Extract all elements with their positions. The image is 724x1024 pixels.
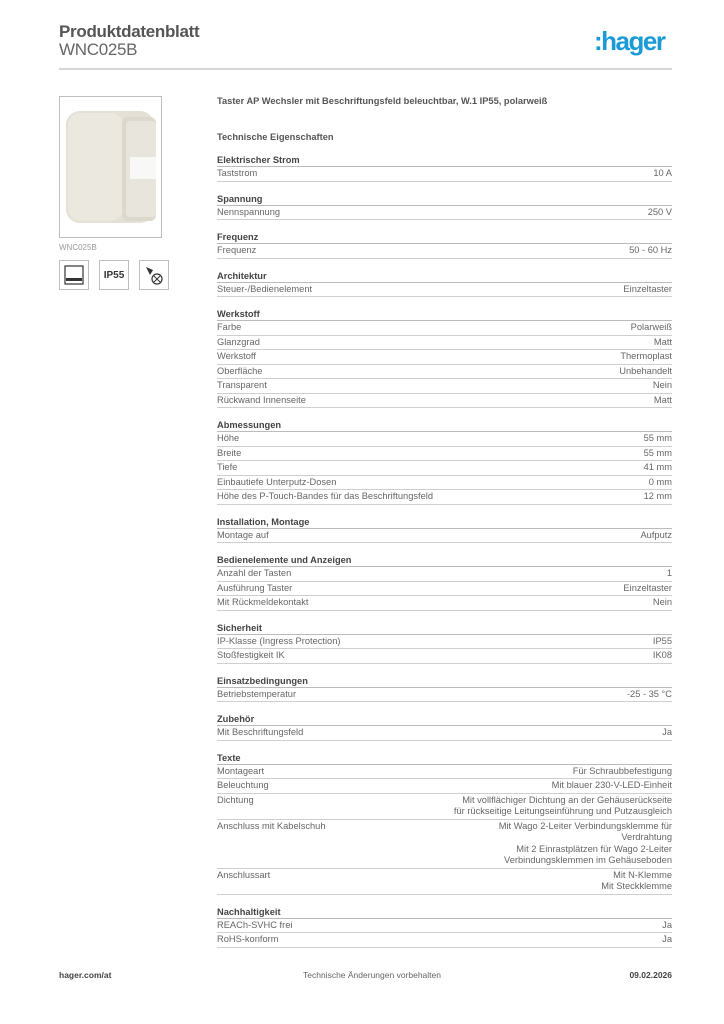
section-title: Frequenz bbox=[217, 231, 672, 244]
spec-value: Für Schraubbefestigung bbox=[572, 765, 672, 776]
spec-row bbox=[217, 490, 672, 505]
spec-label: Ausführung Taster bbox=[217, 582, 293, 593]
spec-row bbox=[217, 794, 672, 820]
section-title: Bedienelemente und Anzeigen bbox=[217, 554, 672, 567]
spec-value: Einzeltaster bbox=[623, 582, 672, 593]
ip55-badge-text: IP55 bbox=[103, 269, 125, 281]
spec-row bbox=[217, 336, 672, 351]
spec-value: Mit vollflächiger Dichtung an der Gehäuserückseite für rückseitige Leitungseinführung und Putzausgleich bbox=[453, 794, 672, 816]
header-divider bbox=[59, 68, 672, 70]
spec-row bbox=[217, 447, 672, 462]
spec-value: Unbehandelt bbox=[619, 365, 672, 376]
spec-value: Thermoplast bbox=[620, 351, 672, 361]
spec-label: Nennspannung bbox=[217, 206, 281, 217]
spec-value: Mit Wago 2-Leiter Verbindungsklemme für Verdrahtung Mit 2 Einrastplätzen für Wago 2-Leiter Verbindungsklemmen im Gehäuseboden bbox=[498, 820, 672, 865]
spec-label: Tiefe bbox=[217, 462, 238, 472]
spec-row bbox=[217, 244, 672, 259]
spec-value: 55 mm bbox=[643, 447, 672, 458]
section-title: Installation, Montage bbox=[217, 516, 672, 529]
spec-section bbox=[217, 516, 672, 544]
spec-label: RoHS-konform bbox=[217, 934, 279, 944]
spec-label: Taststrom bbox=[217, 168, 258, 178]
section-title: Abmessungen bbox=[217, 419, 672, 432]
spec-section bbox=[217, 713, 672, 741]
spec-section bbox=[217, 906, 672, 948]
spec-label: Montage auf bbox=[217, 529, 269, 540]
spec-value: Aufputz bbox=[640, 529, 672, 540]
spec-label: Mit Rückmeldekontakt bbox=[217, 597, 309, 607]
spec-label: Werkstoff bbox=[217, 351, 256, 361]
spec-row bbox=[217, 379, 672, 394]
section-title: Spannung bbox=[217, 193, 672, 206]
specs-content bbox=[217, 95, 672, 948]
product-image bbox=[59, 96, 162, 238]
spec-section bbox=[217, 231, 672, 259]
spec-label: Montageart bbox=[217, 765, 265, 776]
spec-label: Höhe bbox=[217, 433, 240, 443]
spec-section bbox=[217, 419, 672, 505]
spec-label: Anzahl der Tasten bbox=[217, 568, 292, 578]
spec-label: Frequenz bbox=[217, 245, 257, 255]
spec-label: REACh-SVHC frei bbox=[217, 919, 293, 930]
spec-row bbox=[217, 779, 672, 794]
section-title: Architektur bbox=[217, 270, 672, 283]
spec-value: IK08 bbox=[652, 650, 672, 660]
spec-label: Dichtung bbox=[217, 794, 254, 805]
spec-label: Glanzgrad bbox=[217, 336, 260, 347]
section-title: Werkstoff bbox=[217, 308, 672, 321]
spec-value: 10 A bbox=[653, 168, 672, 178]
spec-row bbox=[217, 461, 672, 476]
spec-row bbox=[217, 649, 672, 664]
spec-value: -25 - 35 °C bbox=[626, 688, 672, 699]
spec-label: Rückwand Innenseite bbox=[217, 394, 306, 405]
spec-value: Nein bbox=[652, 597, 672, 607]
spec-row bbox=[217, 820, 672, 869]
spec-label: Höhe des P-Touch-Bandes für das Beschriftungsfeld bbox=[217, 491, 434, 501]
spec-row bbox=[217, 321, 672, 336]
spec-row bbox=[217, 432, 672, 447]
spec-section bbox=[217, 622, 672, 664]
product-code: WNC025B bbox=[59, 40, 138, 59]
illuminated-lamp-icon bbox=[139, 260, 169, 290]
spec-value: Mit N-Klemme Mit Steckklemme bbox=[601, 869, 672, 891]
section-title: Zubehör bbox=[217, 713, 672, 726]
spec-row bbox=[217, 476, 672, 491]
spec-label: Anschluss mit Kabelschuh bbox=[217, 820, 326, 831]
spec-row bbox=[217, 933, 672, 948]
spec-section bbox=[217, 308, 672, 408]
ip55-badge bbox=[99, 260, 129, 290]
spec-row bbox=[217, 726, 672, 741]
image-caption: WNC025B bbox=[59, 243, 97, 252]
spec-row bbox=[217, 394, 672, 409]
spec-value: Ja bbox=[662, 727, 672, 737]
spec-label: Einbautiefe Unterputz-Dosen bbox=[217, 476, 337, 487]
spec-value: 55 mm bbox=[643, 433, 672, 443]
spec-row bbox=[217, 206, 672, 221]
spec-section bbox=[217, 154, 672, 182]
spec-row bbox=[217, 167, 672, 182]
spec-value: 41 mm bbox=[643, 462, 672, 472]
spec-section bbox=[217, 193, 672, 221]
spec-row bbox=[217, 283, 672, 298]
spec-row bbox=[217, 350, 672, 365]
spec-value: 1 bbox=[666, 568, 672, 578]
footer-website: hager.com/at bbox=[59, 970, 112, 980]
spec-label: Breite bbox=[217, 447, 242, 458]
product-description: Taster AP Wechsler mit Beschriftungsfeld beleuchtbar, W.1 IP55, polarweiß bbox=[217, 96, 548, 106]
spec-value: Ja bbox=[662, 919, 672, 930]
spec-row bbox=[217, 688, 672, 703]
spec-value: Nein bbox=[652, 380, 672, 390]
spec-row bbox=[217, 567, 672, 582]
spec-row bbox=[217, 869, 672, 895]
spec-section bbox=[217, 675, 672, 703]
spec-value: Matt bbox=[653, 394, 672, 405]
spec-value: Polarweiß bbox=[630, 322, 672, 332]
spec-value: 50 - 60 Hz bbox=[629, 245, 672, 255]
spec-label: Mit Beschriftungsfeld bbox=[217, 727, 304, 737]
spec-row bbox=[217, 765, 672, 780]
footer bbox=[59, 970, 672, 982]
spec-label: Oberfläche bbox=[217, 365, 263, 376]
section-title: Nachhaltigkeit bbox=[217, 906, 672, 919]
spec-label: IP-Klasse (Ingress Protection) bbox=[217, 635, 341, 646]
spec-value: Ja bbox=[662, 934, 672, 944]
section-title: Sicherheit bbox=[217, 622, 672, 635]
spec-label: Beleuchtung bbox=[217, 780, 269, 790]
spec-row bbox=[217, 529, 672, 544]
spec-label: Steuer-/Bedienelement bbox=[217, 283, 313, 294]
spec-section bbox=[217, 554, 672, 611]
spec-value: 0 mm bbox=[648, 476, 672, 487]
spec-value: Mit blauer 230-V-LED-Einheit bbox=[551, 780, 672, 790]
page-title: Produktdatenblatt bbox=[59, 22, 200, 41]
spec-section bbox=[217, 752, 672, 895]
spec-value: Einzeltaster bbox=[623, 283, 672, 294]
spec-label: Betriebstemperatur bbox=[217, 688, 297, 699]
spec-label: Anschlussart bbox=[217, 869, 271, 880]
spec-row bbox=[217, 919, 672, 934]
spec-row bbox=[217, 365, 672, 380]
spec-value: 250 V bbox=[647, 206, 672, 217]
spec-value: IP55 bbox=[652, 635, 672, 646]
spec-value: 12 mm bbox=[643, 491, 672, 501]
hager-logo: :hager bbox=[594, 26, 665, 56]
footer-notice: Technische Änderungen vorbehalten bbox=[303, 970, 441, 980]
footer-date: 09.02.2026 bbox=[629, 970, 672, 980]
spec-row bbox=[217, 582, 672, 597]
spec-section bbox=[217, 270, 672, 298]
section-title: Texte bbox=[217, 752, 672, 765]
specs-heading: Technische Eigenschaften bbox=[217, 132, 334, 142]
spec-row bbox=[217, 635, 672, 650]
spec-label: Transparent bbox=[217, 380, 267, 390]
spec-row bbox=[217, 596, 672, 611]
label-field-icon bbox=[59, 260, 89, 290]
section-title: Elektrischer Strom bbox=[217, 154, 672, 167]
spec-label: Stoßfestigkeit IK bbox=[217, 650, 285, 660]
feature-icons bbox=[59, 260, 169, 290]
spec-label: Farbe bbox=[217, 322, 242, 332]
section-title: Einsatzbedingungen bbox=[217, 675, 672, 688]
spec-value: Matt bbox=[653, 336, 672, 347]
